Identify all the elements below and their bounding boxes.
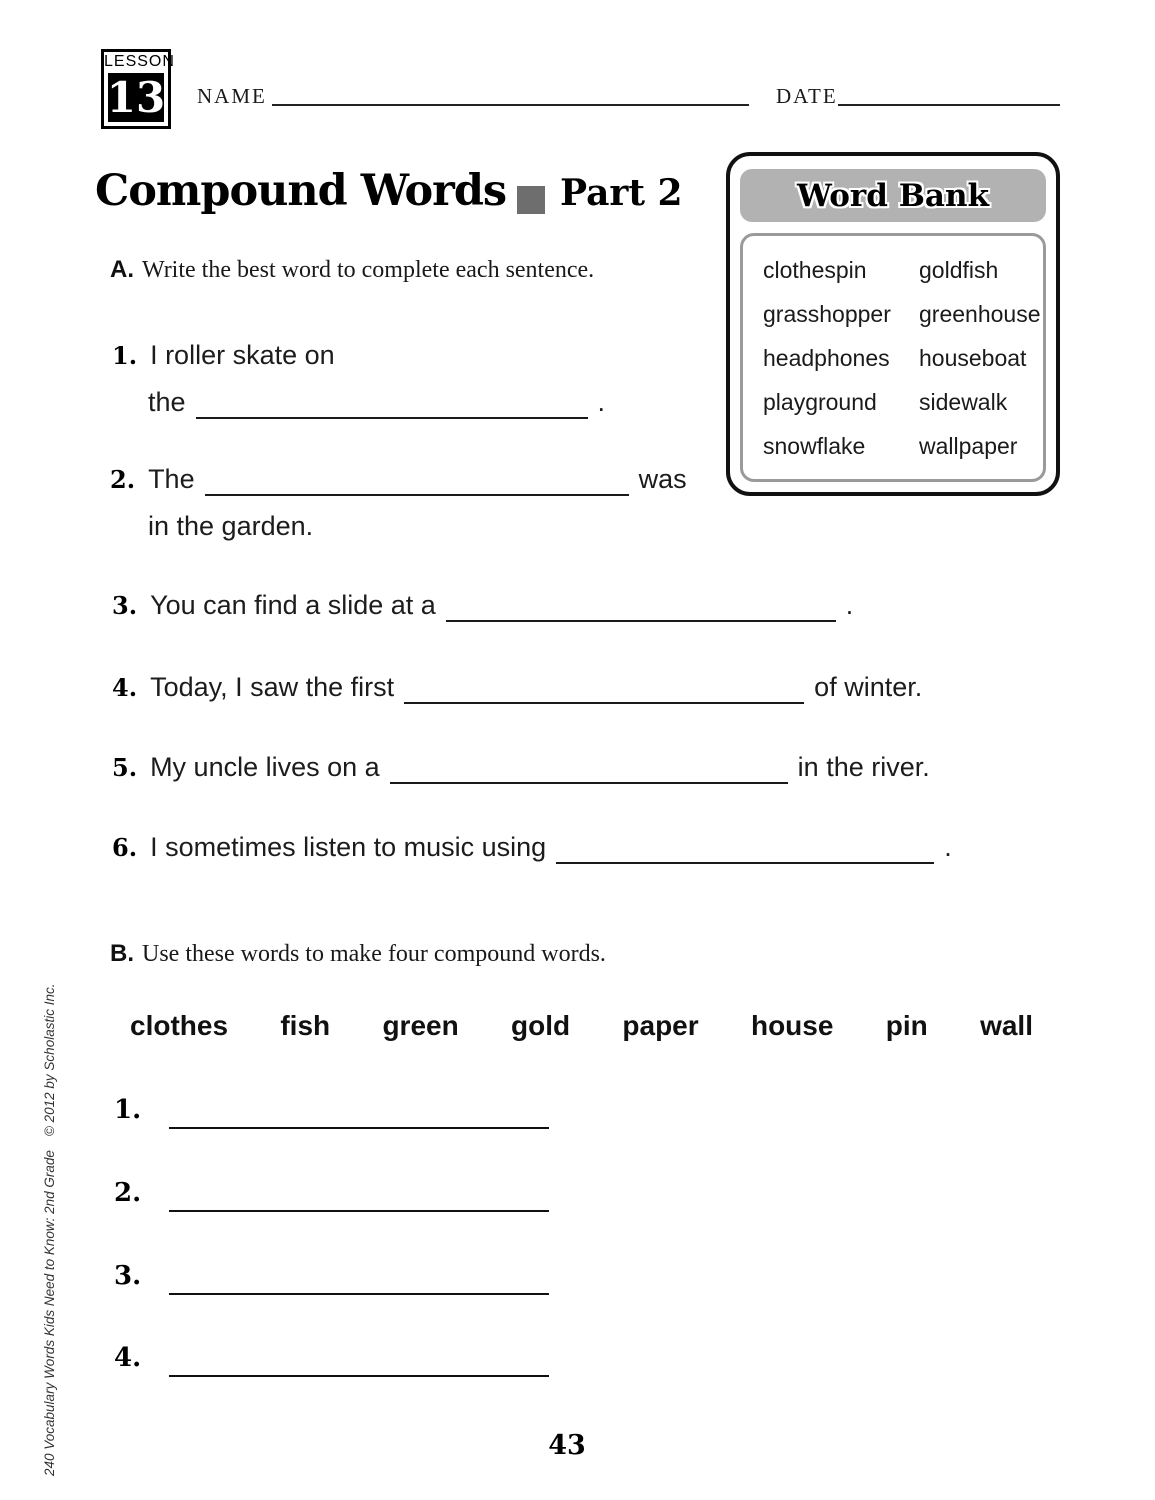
answer-row-2	[114, 1178, 549, 1212]
lesson-number-box	[108, 73, 164, 122]
answer-2-line[interactable]	[169, 1210, 549, 1212]
name-label: NAME	[197, 84, 267, 108]
lesson-label: LESSON	[104, 53, 175, 70]
word-parts-row	[130, 1010, 1033, 1042]
sentence-1-line-1: 1. I roller skate on	[112, 340, 335, 370]
sentence-4-blank[interactable]	[404, 702, 804, 704]
square-bullet-icon	[517, 186, 545, 214]
word-part: paper	[622, 1010, 699, 1041]
answer-4-number: 4.	[114, 1343, 142, 1373]
word-bank-header	[740, 169, 1046, 222]
word-bank-word: headphones	[763, 345, 890, 371]
answer-row-4	[114, 1343, 549, 1377]
section-a-label: A.	[110, 256, 134, 283]
section-a-instruction: A. Write the best word to complete each sentence.	[110, 256, 595, 283]
word-part: gold	[511, 1010, 571, 1041]
sentence-2-number: 2.	[110, 465, 136, 494]
sentence-5-blank[interactable]	[390, 782, 788, 784]
copyright-sidebar-text	[42, 983, 57, 1476]
answer-2-number: 2.	[114, 1178, 142, 1208]
answer-4-line[interactable]	[169, 1375, 549, 1377]
word-bank-box	[726, 152, 1060, 496]
answer-3-number: 3.	[114, 1261, 142, 1291]
sentence-5-number: 5.	[112, 753, 138, 782]
word-bank-word: houseboat	[919, 345, 1027, 371]
word-bank-word: playground	[763, 389, 877, 415]
copyright-title: 240 Vocabulary Words Kids Need to Know: 2nd Grade	[42, 1150, 57, 1476]
sentence-1-line-2: the .	[148, 387, 606, 417]
sentence-4: 4. Today, I saw the first of winter.	[112, 672, 923, 702]
date-label: DATE	[776, 84, 838, 108]
answer-row-1	[114, 1095, 549, 1129]
word-part: green	[382, 1010, 459, 1041]
sentence-3-blank[interactable]	[446, 620, 836, 622]
name-line[interactable]	[272, 66, 749, 106]
sentence-3: 3. You can find a slide at a .	[112, 590, 854, 620]
word-part: house	[750, 1010, 834, 1041]
sentence-2-line-1: 2. The was	[110, 464, 687, 494]
answer-3-line[interactable]	[169, 1293, 549, 1295]
sentence-6: 6. I sometimes listen to music using .	[112, 832, 952, 862]
answer-row-3	[114, 1261, 549, 1295]
answer-1-line[interactable]	[169, 1127, 549, 1129]
word-bank-word: goldfish	[919, 257, 999, 283]
word-part: pin	[885, 1010, 928, 1041]
word-part: wall	[980, 1010, 1033, 1041]
sentence-4-number: 4.	[112, 673, 138, 702]
word-part: clothes	[130, 1010, 229, 1041]
word-bank-word: snowflake	[763, 433, 866, 459]
sentence-3-number: 3.	[112, 591, 138, 620]
page-title-part: Part 2	[560, 172, 683, 214]
date-line[interactable]	[838, 66, 1060, 106]
page-number: 43	[548, 1430, 586, 1461]
sentence-5: 5. My uncle lives on a in the river.	[112, 752, 930, 782]
section-b-instruction: B. Use these words to make four compound words.	[110, 940, 606, 967]
word-bank-title: Word Bank	[796, 177, 990, 214]
copyright-notice: © 2012 by Scholastic Inc.	[42, 983, 57, 1137]
sentence-6-number: 6.	[112, 833, 138, 862]
word-bank-word: wallpaper	[919, 433, 1018, 459]
sentence-1-number: 1.	[112, 341, 138, 370]
sentence-2-blank[interactable]	[205, 494, 629, 496]
sentence-6-blank[interactable]	[556, 862, 934, 864]
word-part: fish	[280, 1010, 331, 1041]
word-bank-word: greenhouse	[919, 301, 1041, 327]
sentence-1-blank[interactable]	[196, 417, 588, 419]
page-title: Compound Words	[95, 166, 507, 216]
answer-1-number: 1.	[114, 1095, 142, 1125]
lesson-badge	[101, 49, 175, 129]
word-bank-list	[740, 233, 1046, 482]
lesson-number: 13	[106, 72, 166, 122]
word-bank-word: clothespin	[763, 257, 867, 283]
word-bank-word: sidewalk	[919, 389, 1008, 415]
sentence-2-line-2: in the garden.	[148, 511, 314, 541]
section-b-label: B.	[110, 940, 134, 967]
word-bank-word: grasshopper	[763, 301, 891, 327]
